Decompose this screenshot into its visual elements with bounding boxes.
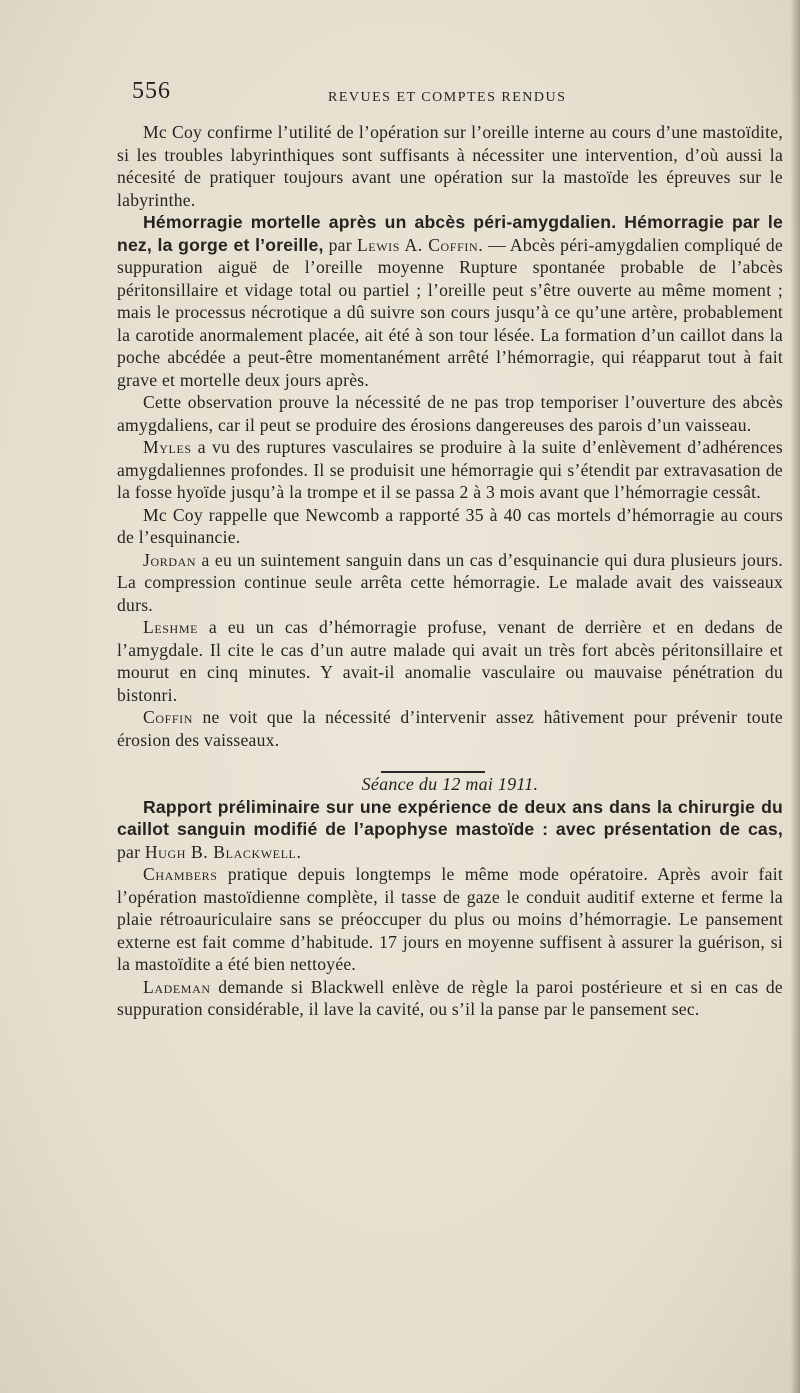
- name-leshme: Leshme: [143, 617, 199, 637]
- paragraph-myles-text: a vu des ruptures vasculaires se produire à la suite d’enlèvement d’adhérences amygdaliennes profondes. Il se produisit une hémorragie qui s’étendit par extravasation de la fosse hyoïde jusqu’à la trompe et il se passa 2 à 3 mois avant que l’hémorragie cessât.: [117, 437, 783, 502]
- article2-by: par: [117, 841, 145, 862]
- paragraph-coffin: [117, 706, 783, 751]
- name-chambers: Chambers: [143, 864, 218, 884]
- paragraph-leshme: [117, 616, 783, 706]
- article-body: . — Abcès péri-amygdalien compliqué de suppuration aiguë de l’oreille moyenne Rupture spontanée probable de l’abcès péritonsillaire et vidage total ou partiel ; l’oreille peut s’être ouverte au même moment ; mais le processus nécrotique a dû suivre son cours jusqu’à ce qu’une artère, probablement la carotide anormalement placée, ait été à son tour lésée. La formation d’un caillot dans la poche abcédée a peut-être momentanément arrêté l’hémorragie, qui réapparut tout à fait grave et mortelle deux jours après.: [117, 234, 783, 390]
- session-heading: Séance du 12 mai 1911.: [361, 774, 539, 794]
- paragraph-chambers-text: pratique depuis longtemps le même mode opératoire. Après avoir fait l’opération mastoïdienne complète, il tasse de gaze le conduit auditif externe et ferme la plaie rétroauriculaire sans se préoccuper du plus ou moins d’hémorragie. Le pansement externe est fait comme d’habitude. 17 jours en moyenne suffisent à assurer la guérison, si la mastoïdite a été bien nettoyée.: [117, 864, 783, 974]
- name-coffin: Coffin: [143, 707, 194, 727]
- body-text: [117, 121, 783, 1021]
- paragraph-jordan-text: a eu un suintement sanguin dans un cas d’esquinancie qui dura plusieurs jours. La compression continue seule arrêta cette hémorragie. Le malade avait des vaisseaux durs.: [117, 549, 783, 615]
- article-title: Hémorragie mortelle après un abcès péri-amygdalien. Hémorragie par le nez, la gorge et l’oreille,: [117, 212, 783, 255]
- paragraph-coffin-text: ne voit que la nécessité d’intervenir assez hâtivement pour prévenir toute érosion des vaisseaux.: [117, 707, 783, 750]
- article2-author: Hugh B. Blackwell: [144, 841, 297, 862]
- paragraph-mccoy-2: Mc Coy rappelle que Newcomb a rapporté 35 à 40 cas mortels d’hémorragie au cours de l’esquinancie.: [117, 504, 783, 547]
- paragraph-leshme-text: a eu un cas d’hémorragie profuse, venant de derrière et en dedans de l’amygdale. Il cite le cas d’un autre malade qui avait un très fort abcès péritonsillaire et mourut en cinq minutes. Y avait-il anomalie vasculaire ou mauvaise pénétration du bistonri.: [117, 617, 783, 705]
- page-edge-shadow: [790, 0, 800, 1393]
- article-by: par: [323, 234, 357, 255]
- paragraph-jordan: [117, 549, 783, 617]
- paragraph-mccoy-1: Mc Coy confirme l’utilité de l’opération sur l’oreille interne au cours d’une mastoïdite, si les troubles labyrinthiques sont suffisants à nécessiter une intervention, d’où aussi la nécesité de pratiquer toujours avant une opération sur la mastoïde les épreuves sur le labyrinthe.: [117, 122, 783, 210]
- name-myles: Myles: [143, 437, 192, 457]
- name-jordan: Jordan: [143, 549, 197, 570]
- paragraph-observation: Cette observation prouve la nécessité de ne pas trop temporiser l’ouverture des abcès amygdaliens, car il peut se produire des érosions dangereuses des parois d’un vaisseau.: [117, 392, 783, 435]
- page-number: 556: [132, 78, 171, 104]
- paragraph-lademan: [117, 976, 783, 1021]
- running-title: REVUES ET COMPTES RENDUS: [328, 90, 567, 105]
- paragraph-myles: [117, 436, 783, 504]
- name-lademan: Lademan: [143, 976, 211, 997]
- article-author: Lewis A. Coffin: [356, 234, 479, 255]
- paragraph-lademan-text: demande si Blackwell enlève de règle la paroi postérieure et si en cas de suppuration considérable, il lave la cavité, ou s’il la panse par le pansement sec.: [117, 976, 783, 1019]
- article-rapport: [117, 796, 783, 864]
- article-hemorragie: [117, 211, 783, 391]
- paragraph-chambers: [117, 863, 783, 976]
- article2-end: .: [296, 841, 302, 862]
- page-header: [132, 78, 782, 112]
- article2-title: Rapport préliminaire sur une expérience de deux ans dans la chirurgie du caillot sanguin modifié de l’apophyse mastoïde : avec présentation de cas,: [117, 796, 783, 839]
